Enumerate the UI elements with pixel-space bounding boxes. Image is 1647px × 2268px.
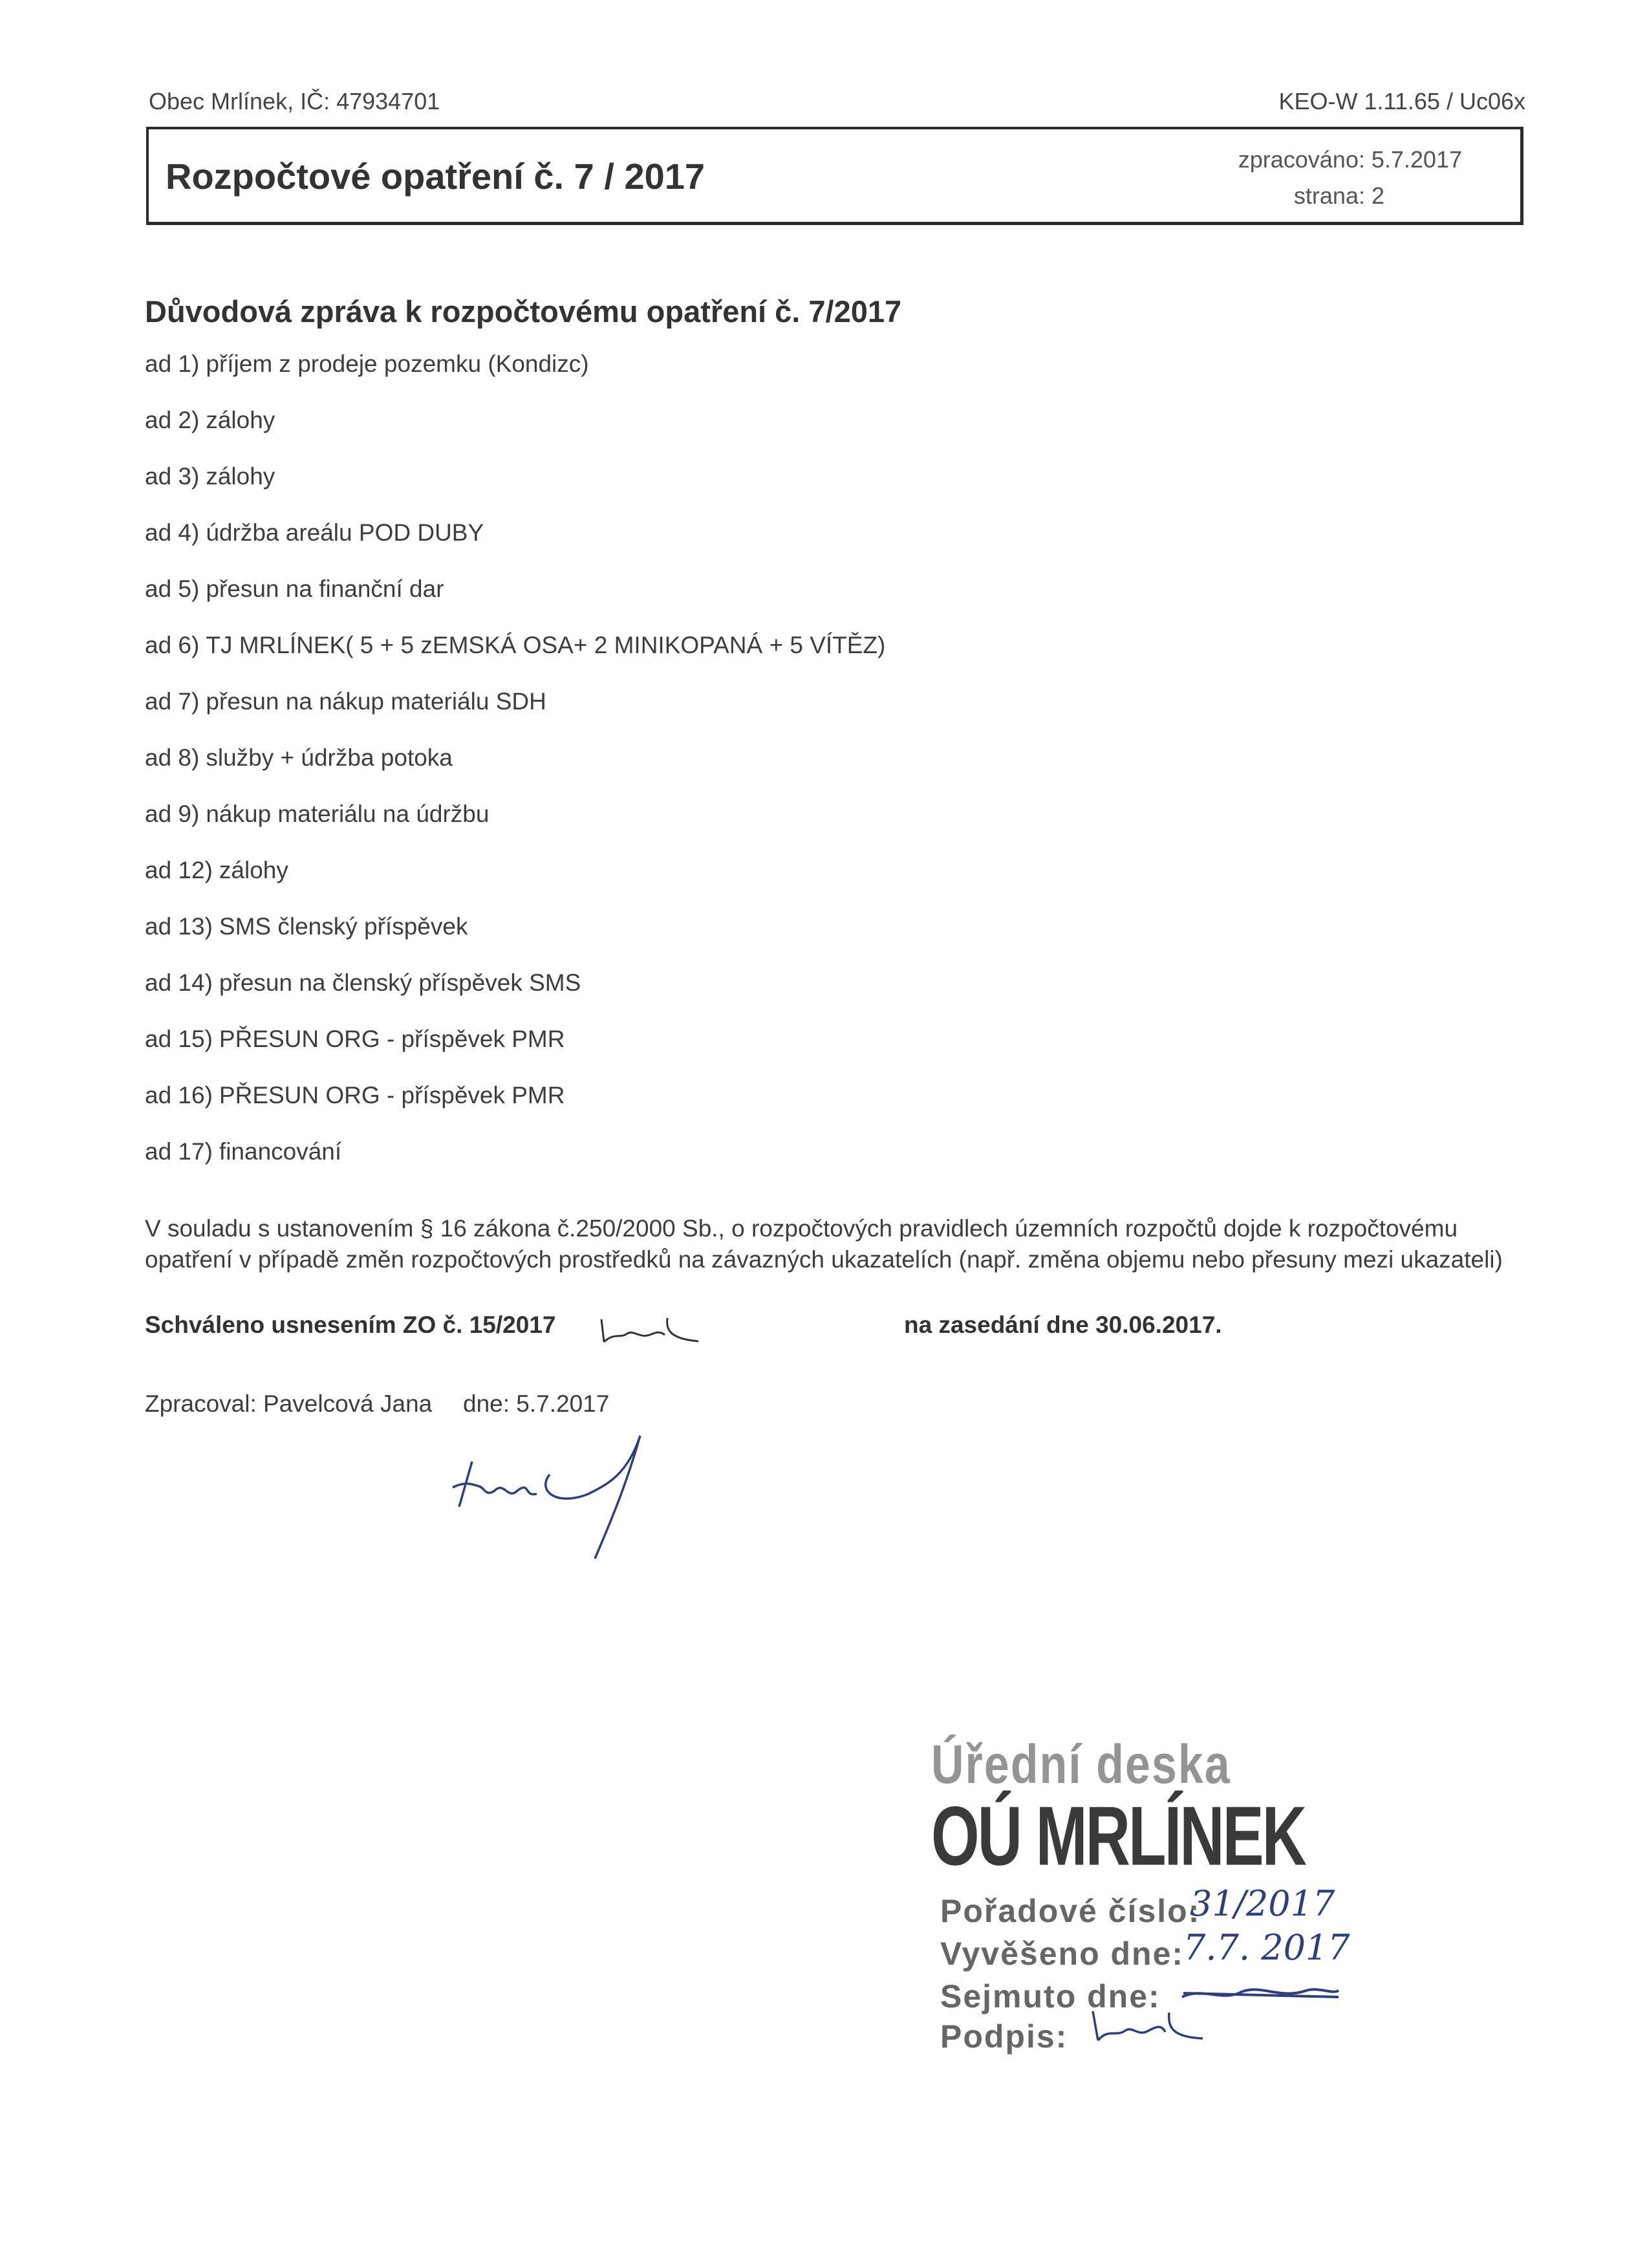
prepared-by: Zpracoval: Pavelcová Jana	[145, 1390, 433, 1417]
list-item: ad 13) SMS členský příspěvek	[145, 913, 468, 940]
stamp-office: OÚ MRLÍNEK	[931, 1789, 1305, 1883]
page-number: strana: 2	[1293, 182, 1384, 209]
list-item: ad 3) zálohy	[145, 463, 275, 490]
stamp-order-value: 31/2017	[1190, 1883, 1335, 1924]
stamp-signature	[1086, 2005, 1216, 2050]
document-title: Rozpočtové opatření č. 7 / 2017	[166, 156, 705, 197]
legal-note: V souladu s ustanovením § 16 zákona č.250/2000 Sb., o rozpočtových pravidlech územních rozpočtů dojde k rozpočtovému opatření v případě změn rozpočtových prostředků na závazných ukazatelích (např. změna objemu nebo přesuny mezi ukazateli)	[145, 1215, 1503, 1273]
list-item: ad 7) přesun na nákup materiálu SDH	[145, 688, 546, 715]
list-item: ad 16) PŘESUN ORG - příspěvek PMR	[145, 1082, 565, 1108]
stamp-order-label: Pořadové číslo:	[940, 1893, 1201, 1929]
list-item: ad 4) údržba areálu POD DUBY	[145, 519, 484, 546]
handwritten-signature	[446, 1429, 705, 1571]
list-item: ad 6) TJ MRLÍNEK( 5 + 5 zEMSKÁ OSA+ 2 MINIKOPANÁ + 5 VÍTĚZ)	[145, 632, 886, 658]
official-board-stamp	[931, 1733, 1384, 2055]
list-item: ad 9) nákup materiálu na údržbu	[145, 801, 490, 827]
list-item: ad 14) přesun na členský příspěvek SMS	[145, 969, 581, 996]
stamp-posted-label: Vyvěšeno dne:	[940, 1936, 1185, 1972]
prepared-date: dne: 5.7.2017	[463, 1390, 610, 1417]
municipality-id: Obec Mrlínek, IČ: 47934701	[149, 88, 440, 114]
list-item: ad 5) přesun na finanční dar	[145, 576, 444, 602]
stamp-removed-label: Sejmuto dne:	[940, 1978, 1161, 2014]
document-header-box	[146, 127, 1523, 225]
list-item: ad 8) služby + údržba potoka	[145, 744, 453, 771]
stamp-title: Úřední deska	[931, 1734, 1231, 1795]
stamp-signature-label: Podpis:	[940, 2018, 1068, 2055]
list-item: ad 17) financování	[145, 1138, 342, 1165]
report-title: Důvodová zpráva k rozpočtovému opatření č. 7/2017	[145, 294, 902, 329]
session-date: na zasedání dne 30.06.2017.	[904, 1312, 1222, 1338]
initials-signature	[595, 1313, 711, 1352]
list-item: ad 1) příjem z prodeje pozemku (Kondizc)	[145, 351, 589, 377]
list-item: ad 15) PŘESUN ORG - příspěvek PMR	[145, 1026, 565, 1052]
list-item: ad 2) zálohy	[145, 407, 275, 433]
approval-resolution: Schváleno usnesením ZO č. 15/2017	[145, 1312, 556, 1338]
system-code: KEO-W 1.11.65 / Uc06x	[1278, 88, 1525, 114]
stamp-posted-value: 7.7. 2017	[1183, 1927, 1350, 1968]
processed-date: zpracováno: 5.7.2017	[1238, 146, 1462, 173]
list-item: ad 12) zálohy	[145, 857, 288, 883]
